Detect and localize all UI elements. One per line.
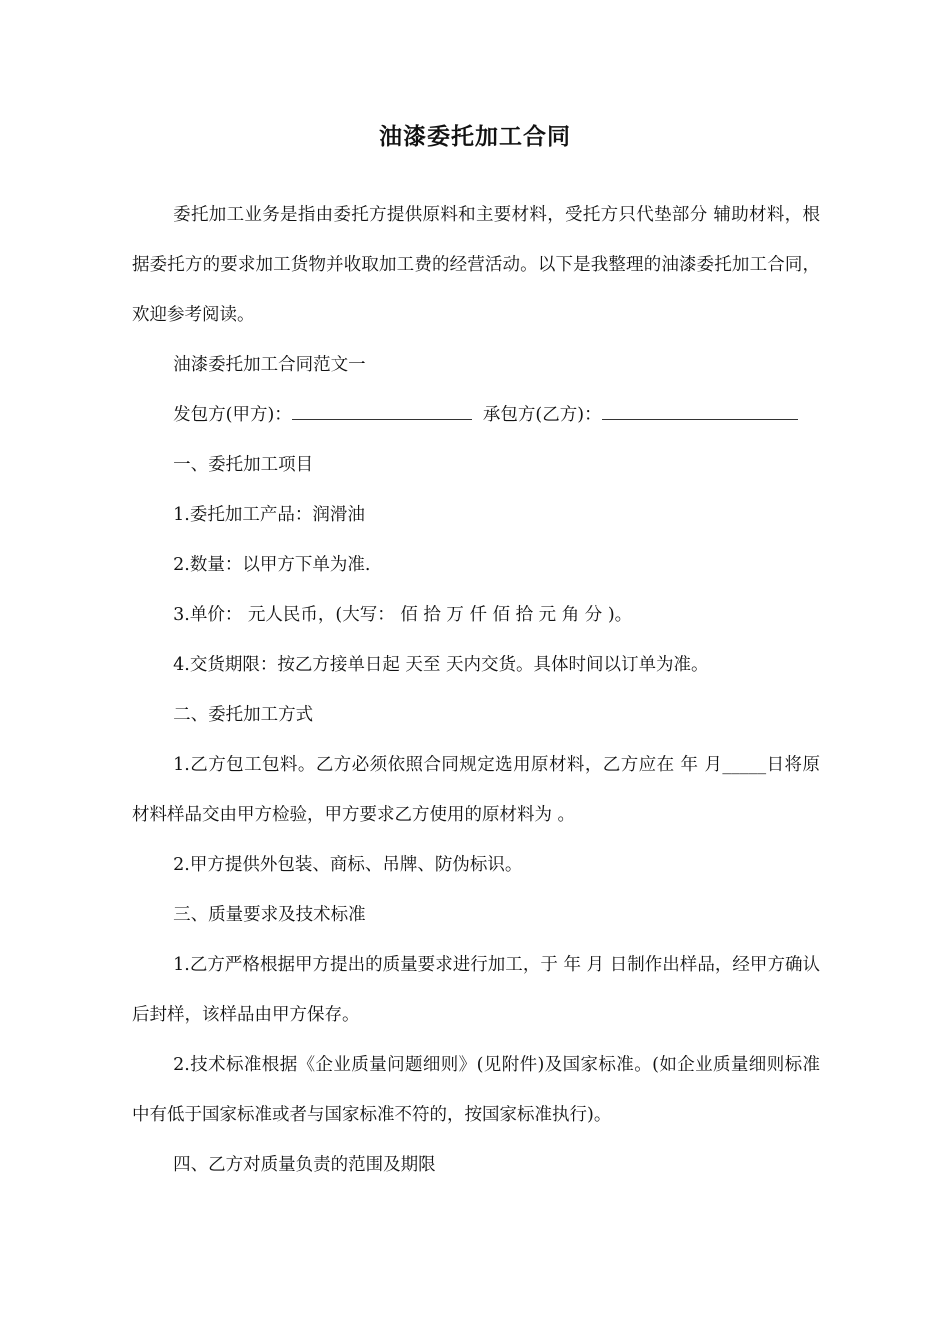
- section-1-item-3: 3.单价： 元人民币，(大写： 佰 拾 万 仟 佰 拾 元 角 分 )。: [173, 605, 633, 625]
- section-3-heading: 三、质量要求及技术标准: [173, 905, 366, 925]
- party-a-blank: [292, 401, 472, 420]
- party-b-blank: [602, 401, 762, 420]
- party-line: [132, 390, 820, 440]
- party-a-label: 发包方(甲方)：: [173, 405, 292, 425]
- party-b-blank-continued: [762, 401, 798, 420]
- section-3-item-2: 2.技术标准根据《企业质量问题细则》(见附件)及国家标准。(如企业质量细则标准中有低于国家标准或者与国家标准不符的，按国家标准执行)。: [132, 1055, 820, 1125]
- document-title: 油漆委托加工合同: [379, 124, 571, 150]
- section-1-heading: 一、委托加工项目: [173, 455, 314, 475]
- section-1-item-4: 4.交货期限：按乙方接单日起 天至 天内交货。具体时间以订单为准。: [173, 655, 709, 675]
- section-1-item-1: 1.委托加工产品：润滑油: [173, 505, 365, 525]
- section-3-item-1: 1.乙方严格根据甲方提出的质量要求进行加工，于 年 月 日制作出样品，经甲方确认后封样，该样品由甲方保存。: [132, 955, 820, 1025]
- document-body: [132, 190, 820, 1190]
- section-2-item-1: 1.乙方包工包料。乙方必须依照合同规定选用原材料，乙方应在 年 月_____日将原材料样品交由甲方检验，甲方要求乙方使用的原材料为 。: [132, 755, 820, 825]
- party-b-label: 承包方(乙方)：: [482, 405, 602, 425]
- section-2-heading: 二、委托加工方式: [173, 705, 314, 725]
- section-1-item-2: 2.数量：以甲方下单为准.: [173, 555, 371, 575]
- party-gap: [472, 405, 483, 425]
- intro-paragraph: 委托加工业务是指由委托方提供原料和主要材料，受托方只代垫部分 辅助材料，根据委托方的要求加工货物并收取加工费的经营活动。以下是我整理的油漆委托加工合同，欢迎参考阅读。: [132, 205, 820, 325]
- section-4-heading: 四、乙方对质量负责的范围及期限: [173, 1155, 436, 1175]
- section-2-item-2: 2.甲方提供外包装、商标、吊牌、防伪标识。: [173, 855, 523, 875]
- sample-heading: 油漆委托加工合同范文一: [173, 355, 366, 375]
